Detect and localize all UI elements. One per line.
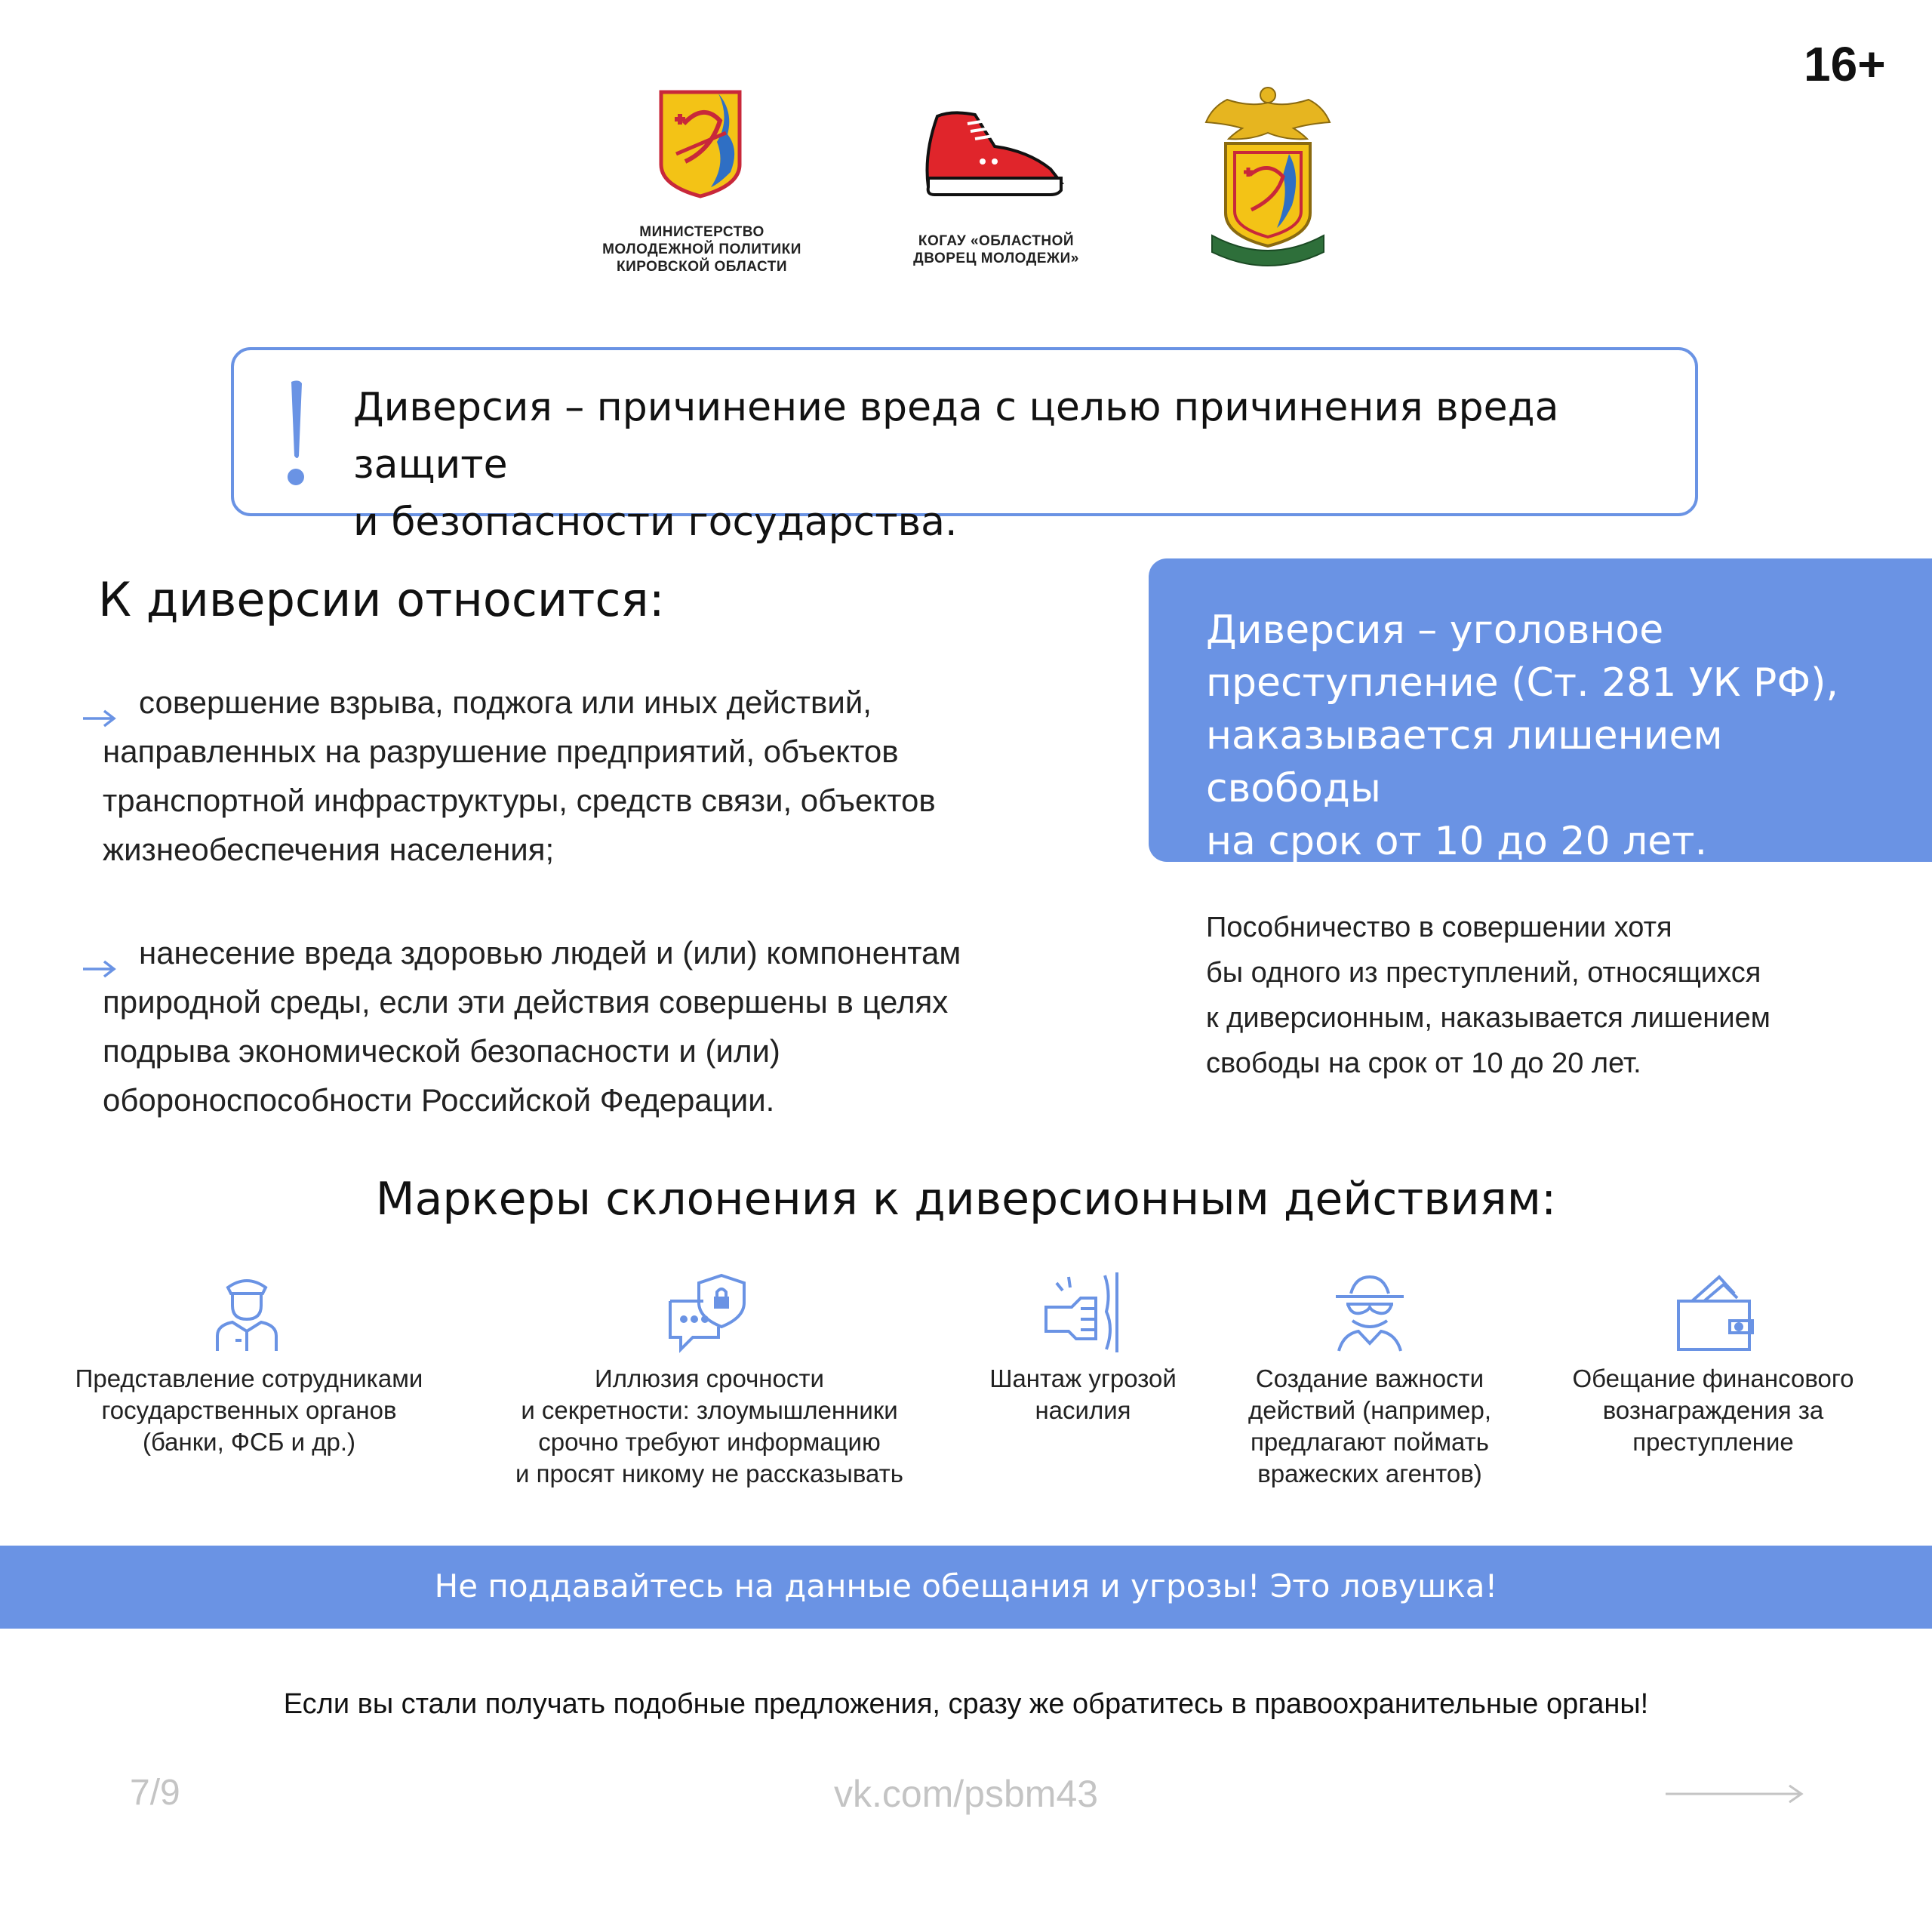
- site-link[interactable]: vk.com/psbm43: [833, 1773, 1099, 1815]
- list-item: нанесение вреда здоровью людей и (или) компонентам природной среды, если эти действия совершены в целях подрыва экономической безопасности и (или) обороноспособности Российской Федерации.: [82, 928, 1108, 1124]
- police-emblem-kirov: [1204, 85, 1331, 269]
- arrow-right-icon: [82, 693, 116, 712]
- exclamation-icon: [281, 377, 311, 491]
- logo-caption-youth-palace: КОГАУ «ОБЛАСТНОЙ ДВОРЕЦ МОЛОДЕЖИ»: [913, 233, 1079, 266]
- marker-caption: Обещание финансового вознаграждения за преступление: [1572, 1364, 1854, 1456]
- list-item: совершение взрыва, поджога или иных действий, направленных на разрушение предприятий, объектов транспортной инфраструктуры, средств связи, объектов жизнеобеспечения населения;: [82, 678, 1108, 874]
- next-page-arrow-icon[interactable]: [1664, 1783, 1804, 1805]
- secret-chat-icon: [666, 1271, 749, 1354]
- spy-agent-icon: [1328, 1271, 1411, 1354]
- complicity-note: Пособничество в совершении хотя бы одного из преступлений, относящихся к диверсионным, наказывается лишением свободы на срок от 10 до 20 лет.: [1206, 912, 1770, 1079]
- marker-caption: Иллюзия срочности и секретности: злоумышленники срочно требуют информацию и просят никому не рассказывать: [515, 1364, 903, 1487]
- warning-banner-text: Не поддавайтесь на данные обещания и угрозы! Это ловушка!: [434, 1567, 1498, 1604]
- kirov-region-coat-of-arms: [658, 89, 743, 201]
- officer-icon: [205, 1271, 288, 1354]
- markers-heading: Маркеры склонения к диверсионным действиям:: [375, 1173, 1557, 1226]
- youth-palace-sneaker-logo: [922, 109, 1066, 198]
- marker-caption: Создание важности действий (например, предлагают поймать вражеских агентов): [1247, 1364, 1491, 1487]
- arrow-right-icon: [82, 943, 116, 963]
- wallet-money-icon: [1674, 1271, 1757, 1354]
- fist-threat-icon: [1041, 1271, 1124, 1354]
- marker-caption: Шантаж угрозой насилия: [989, 1364, 1177, 1424]
- page-number: 7/9: [130, 1773, 180, 1813]
- definition-text: Диверсия – причинение вреда с целью причинения вреда защите и безопасности государства.: [353, 385, 1559, 545]
- marker-caption: Представление сотрудниками государственных органов (банки, ФСБ и др.): [75, 1364, 423, 1456]
- contact-authorities-note: Если вы стали получать подобные предложения, сразу же обратитесь в правоохранительные органы!: [283, 1688, 1649, 1720]
- section-heading-diversion-includes: К диверсии относится:: [98, 572, 665, 627]
- logo-caption-ministry: МИНИСТЕРСТВО МОЛОДЕЖНОЙ ПОЛИТИКИ КИРОВСКОЙ ОБЛАСТИ: [602, 224, 801, 275]
- age-rating: 16+: [1804, 37, 1886, 91]
- penalty-highlight-text: Диверсия – уголовное преступление (Ст. 281 УК РФ), наказывается лишением свободы на срок от 10 до 20 лет.: [1206, 608, 1838, 864]
